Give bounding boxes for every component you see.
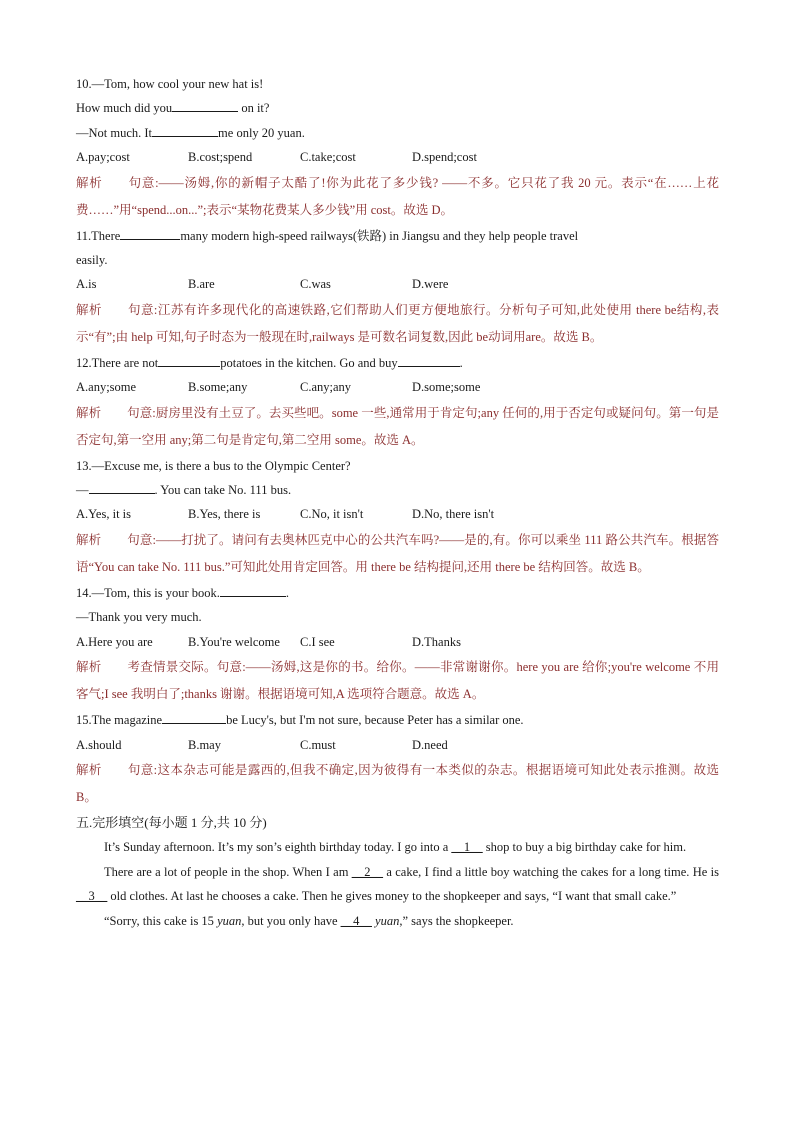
answer-blank [152,123,218,137]
option-d: D.Thanks [412,634,461,649]
option-d: D.were [412,277,449,292]
answer-blank [162,710,226,724]
option-c: C.was [300,277,331,292]
cloze-paragraph-1: It’s Sunday afternoon. It’s my son’s eighth birthday today. I go into a __1__ shop to buy a big birthday cake for him. [104,840,687,855]
option-a: A.should [76,737,122,752]
option-c: C.any;any [300,380,352,395]
q10-stem: 10.—Tom, how cool your new hat is! [76,77,264,91]
q12-analysis: 解析 句意:厨房里没有土豆了。去买些吧。some 一些,通常用于肯定句;any 任何的,用于否定句或疑问句。第一句是否定句,第一空用 any;第二句是肯定句,第二空用 some。故选 A。 [76,405,719,447]
q11-line2: easily. [76,253,108,268]
q12-options [76,375,719,399]
option-c: C.take;cost [300,150,356,165]
q15-options [76,733,719,757]
option-d: D.need [412,737,448,752]
analysis-label: 解析 [76,660,102,675]
analysis-label: 解析 [76,302,102,317]
analysis-label: 解析 [76,405,102,420]
q14-analysis: 解析 考查情景交际。句意:——汤姆,这是你的书。给你。——非常谢谢你。here you are 给你;you're welcome 不用客气;I see 我明白了;thanks 谢谢。根据语境可知,A 选项符合题意。故选 A。 [76,660,719,702]
q13-line2: — . You can take No. 111 bus. [76,478,719,502]
option-b: B.cost;spend [188,150,253,165]
q13-options [76,502,719,526]
q10-line3: —Not much. It me only 20 yuan. [76,121,719,145]
q13-analysis: 解析 句意:——打扰了。请问有去奥林匹克中心的公共汽车吗?——是的,有。你可以乘坐 111 路公共汽车。根据答语“You can take No. 111 bus.”可知此处用肯定回答。用 there be 结构提问,还用 there be 结构回答。故选 B。 [76,532,719,574]
cloze-paragraph-2: There are a lot of people in the shop. When I am __2__ a cake, I find a little boy watching the cakes for a long time. He is __3__ old clothes. At last he chooses a cake. Then he gives money to the shopkeeper and says, “I want that small cake.” [76,864,719,904]
option-d: D.No, there isn't [412,507,495,522]
q15-analysis: 解析 句意:这本杂志可能是露西的,但我不确定,因为彼得有一本类似的杂志。根据语境可知此处表示推测。故选 B。 [76,762,719,804]
section-heading: 五.完形填空(每小题 1 分,共 10 分) [76,814,267,830]
q14-stem: 14.—Tom, this is your book. . [76,581,719,605]
answer-blank [172,98,238,112]
q10-analysis: 解析 句意:——汤姆,你的新帽子太酷了!你为此花了多少钱? ——不多。它只花了我 20 元。表示“在……上花费……”用“spend...on...”;表示“某物花费某人多少钱”用 cost。故选 D。 [76,175,719,217]
q14-options [76,630,719,654]
option-b: B.Yes, there is [188,507,261,522]
q11-stem: 11.There many modern high-speed railways(铁路) in Jiangsu and they help people travel [76,224,719,248]
option-b: B.some;any [188,380,248,395]
option-a: A.pay;cost [76,150,130,165]
document-page [76,72,719,933]
analysis-label: 解析 [76,175,103,190]
option-d: D.some;some [412,380,481,395]
option-a: A.any;some [76,380,137,395]
cloze-blank: __3__ [76,889,108,904]
q10-line2: How much did you on it? [76,96,719,120]
option-b: B.You're welcome [188,634,280,649]
q11-options [76,272,719,296]
answer-blank [398,353,460,367]
q11-analysis: 解析 句意:江苏有许多现代化的高速铁路,它们帮助人们更方便地旅行。分析句子可知,此处使用 there be结构,表示“有”;由 help 可知,句子时态为一般现在时,railways 是可数名词复数,因此 be动词用are。故选 B。 [76,302,719,344]
cloze-blank: __1__ [451,840,483,855]
q14-line2: —Thank you very much. [76,610,202,625]
cloze-paragraph-3: “Sorry, this cake is 15 yuan, but you only have __4__ yuan,” says the shopkeeper. [104,913,514,928]
option-c: C.must [300,737,336,752]
q12-stem: 12.There are not potatoes in the kitchen. Go and buy . [76,351,719,375]
cloze-blank: __4__ [340,913,372,928]
option-c: C.I see [300,634,335,649]
option-b: B.may [188,737,221,752]
answer-blank [158,353,220,367]
option-a: A.is [76,277,97,292]
analysis-label: 解析 [76,532,102,547]
q15-stem: 15.The magazine be Lucy's, but I'm not sure, because Peter has a similar one. [76,708,719,732]
q10-options [76,145,719,169]
answer-blank [220,583,286,597]
analysis-label: 解析 [76,762,102,777]
option-b: B.are [188,277,215,292]
cloze-blank: __2__ [351,864,384,879]
q13-stem: 13.—Excuse me, is there a bus to the Olympic Center? [76,458,351,473]
option-a: A.Here you are [76,634,153,649]
answer-blank [120,226,180,240]
option-c: C.No, it isn't [300,507,364,522]
answer-blank [89,480,155,494]
option-a: A.Yes, it is [76,507,131,522]
option-d: D.spend;cost [412,150,477,165]
